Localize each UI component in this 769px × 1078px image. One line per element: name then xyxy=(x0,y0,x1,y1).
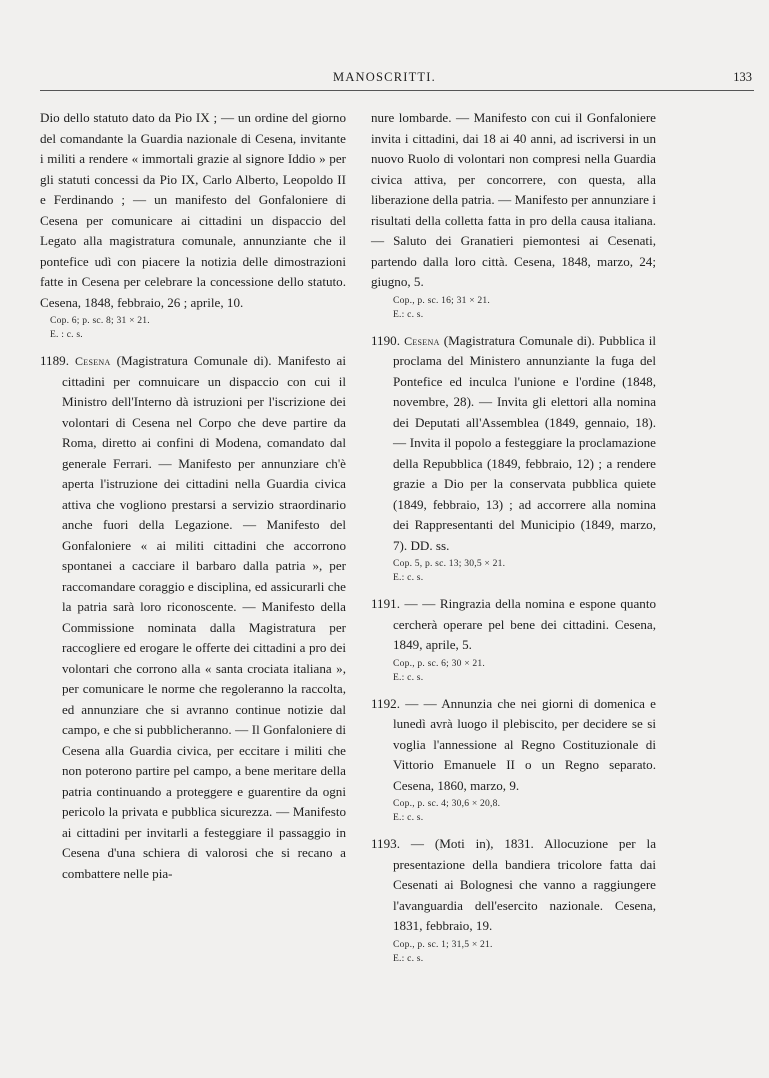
entry-meta: Cop., p. sc. 1; 31,5 × 21. xyxy=(393,938,493,950)
entry-number: 1191. xyxy=(371,596,400,611)
header-rule xyxy=(40,90,754,91)
entry-meta: E.: c. s. xyxy=(393,952,424,964)
entry-text xyxy=(371,694,656,797)
running-header-title: MANOSCRITTI. xyxy=(333,70,436,84)
right-column xyxy=(371,108,656,975)
entry-text xyxy=(371,594,656,656)
entry-1189-continuation xyxy=(371,108,656,321)
entry-number: 1190. xyxy=(371,332,400,348)
entry-continuation xyxy=(40,108,346,341)
entry-body: (Magistratura Comunale di). Pubblica il proclama del Ministero annunziante la fuga del Pontefice ed inculca l'unione e l'ordine (1848, novembre, 28). — Invita gli elettori alla nomina dei Deputati all'Assemblea (1849, gennaio, 18). — Invita il popolo a festeggiare la proclamazione della Repubblica (1849, febbraio, 12) ; a rendere grazie a Dio per la conservata pubblica quiete (1849, febbraio, 13) ; ad accorrere alla nomina dei Rappresentanti del Municipio (1849, marzo, 7). DD. ss. xyxy=(393,332,657,553)
entry-1189 xyxy=(40,351,346,884)
entry-text: Dio dello statuto dato da Pio IX ; — un ordine del giorno del comandante la Guardia nazionale di Cesena, invitante i militi a rendere « immortali grazie al signore Iddio » per gli statuti concessi da Pio IX, Carlo Alberto, Leopoldo II e Ferdinando ; — un manifesto del Gonfaloniere di Cesena per comunicare ai cittadini un dispaccio del Legato alla magistratura comunale, annunziante che il pontefice udì con piacere la notizia delle dimostrazioni fatte in Cesena per celebrare la concessione dello statuto. Cesena, 1848, febbraio, 26 ; aprile, 10. xyxy=(40,110,346,310)
entry-1192 xyxy=(371,694,656,825)
entry-body: — — Ringrazia della nomina e espone quanto cercherà operare pel bene dei cittadini. Cesena, 1849, aprile, 5. xyxy=(393,596,657,652)
entry-meta: Cop. 6; p. sc. 8; 31 × 21. xyxy=(50,315,150,326)
entry-number: 1192. xyxy=(371,695,400,711)
left-column xyxy=(40,108,346,894)
entry-number: 1193. xyxy=(371,836,400,851)
entry-text xyxy=(40,351,346,884)
entry-meta: E. : c. s. xyxy=(50,329,83,340)
entry-body: — (Moti in), 1831. Allocuzione per la presentazione della bandiera tricolore fatta dai Cesenati ai Bolognesi che vanno a raggiungere l'avanguardia dell'esercito nazionale. Cesena, 1831, febbraio, 19. xyxy=(393,836,656,933)
entry-1190 xyxy=(371,331,656,585)
entry-text xyxy=(371,331,656,557)
page-number: 133 xyxy=(733,70,752,84)
entry-text xyxy=(371,834,656,937)
entry-place: Cesena xyxy=(74,354,111,368)
entry-meta: Cop., p. sc. 4; 30,6 × 20,8. xyxy=(393,798,501,809)
entry-meta: E.: c. s. xyxy=(393,812,424,823)
entry-meta: E.: c. s. xyxy=(393,671,424,683)
entry-1191 xyxy=(371,594,656,684)
entry-meta: Cop., p. sc. 16; 31 × 21. xyxy=(393,294,491,306)
entry-meta: Cop. 5, p. sc. 13; 30,5 × 21. xyxy=(393,558,506,569)
entry-meta: Cop., p. sc. 6; 30 × 21. xyxy=(393,657,486,669)
entry-body: (Magistratura Comunale di). Manifesto ai cittadini per comnuicare un dispaccio con cui il Ministro dell'Interno dà istruzioni per l'iscrizione dei volontari di Cesena nel Corpo che deve partire da Roma, diretto ai confini di Modena, comandato dal generale Ferrari. — Manifesto per annunziare ch'è aperta l'istruzione dei cittadini nella Guardia civica attiva che vogliono prestarsi a servizio straordinario anche fuori della Legazione. — Manifesto del Gonfaloniere « ai militi cittadini che accorrono spontanei a cacciare il barbaro dalla patria », per raccomandare coraggio e disciplina, ed assicurarli che la patria sarà loro riconoscente. — Manifesto della Commissione nominata dalla Magistratura per raccogliere ed erogare le offerte dei cittadini a pro dei volontari che corrono alla « santa crociata italiana », per comunicare le norme che regoleranno la raccolta, ed annunziare che si avranno continue notizie dal campo, e che si pubblicheranno. — Il Gonfaloniere di Cesena alla Guardia civica, per eccitare i militi che non poterono partire pel campo, a bene meritare della patria continuando a proteggere e guarentire da ogni pericolo la privata e pubblica sicurezza. — Manifesto ai cittadini per invitarli a festeggiare il passaggio in Cesena d'una schiera di valorosi che si recano a combattere nelle pia- xyxy=(62,353,346,881)
entry-meta: E.: c. s. xyxy=(393,572,424,583)
entry-body: — — Annunzia che nei giorni di domenica e lunedì avrà luogo il plebiscito, per decidere se si voglia l'annessione al Regno Costituzionale di Vittorio Emanuele II o un Regno separato. Cesena, 1860, marzo, 9. xyxy=(393,695,656,793)
entry-1193 xyxy=(371,834,656,965)
entry-text: nure lombarde. — Manifesto con cui il Gonfaloniere invita i cittadini, dai 18 ai 40 anni, ad iscriversi in un nuovo Ruolo di volontari non compresi nella Guardia civica attiva, per concorrere, con questa, alla liberazione della patria. — Manifesto per annunziare i risultati della colletta fatta in pro della causa italiana. — Saluto dei Granatieri piemontesi ai Cesenati, partendo dalla loro città. Cesena, 1848, marzo, 24; giugno, 5. xyxy=(371,110,656,289)
entry-place: Cesena xyxy=(404,333,440,348)
entry-meta: E.: c. s. xyxy=(393,308,424,320)
entry-number: 1189. xyxy=(40,353,69,368)
